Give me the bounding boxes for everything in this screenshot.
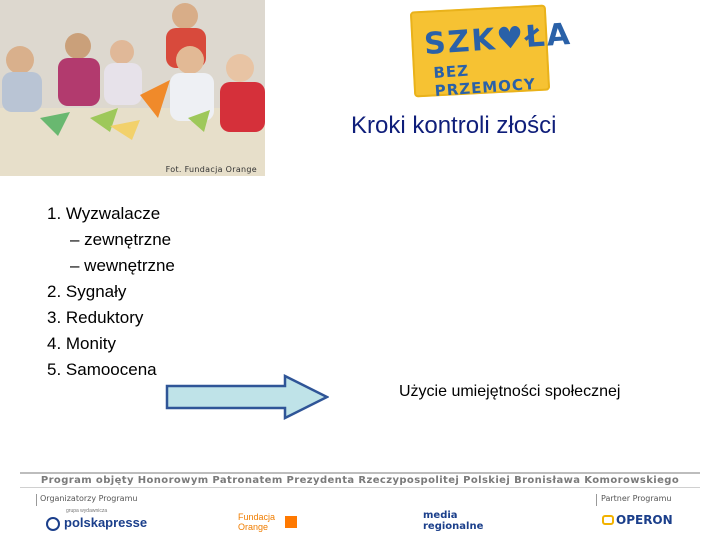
operon-logo — [602, 513, 673, 527]
media-regionalne-logo — [423, 510, 483, 532]
logo-line1: SZK♥ŁA — [422, 16, 574, 63]
polskapresse-name: polskapresse — [64, 515, 148, 530]
organizers-label: Organizatorzy Programu — [40, 494, 138, 503]
footer-divider-top — [20, 472, 700, 474]
list-subitem: – wewnętrzne — [70, 256, 175, 275]
children-photo-illustration — [0, 0, 265, 176]
polskapresse-small-text: grupa wydawnicza — [66, 508, 108, 514]
slide-title: Kroki kontroli złości — [351, 112, 557, 139]
orange-line2: Orange — [238, 522, 269, 532]
photo-caption: Fot. Fundacja Orange — [165, 165, 257, 174]
organizers-separator — [36, 494, 37, 506]
list-subitem: – zewnętrzne — [70, 230, 172, 249]
footer-divider-bottom — [20, 487, 700, 488]
logo-line2: BEZ PRZEMOCY — [432, 61, 537, 100]
fundacja-orange-logo — [238, 512, 275, 532]
list-item: 1. Wyzwalacze — [47, 204, 161, 223]
partner-label: Partner Programu — [601, 494, 672, 503]
list-item: 3. Reduktory — [47, 308, 144, 327]
polskapresse-ring-icon — [46, 517, 60, 531]
skill-result-text: Użycie umiejętności społecznej — [399, 383, 621, 400]
media-line1: media — [423, 510, 458, 521]
media-line2: regionalne — [423, 521, 484, 532]
orange-line1: Fundacja — [238, 512, 276, 522]
steps-list — [47, 201, 175, 383]
patronage-text: Program objęty Honorowym Patronatem Prezydenta Rzeczypospolitej Polskiej Bronisława Komorowskiego — [40, 475, 680, 486]
partner-separator — [596, 494, 597, 506]
szkola-bez-przemocy-logo — [412, 8, 574, 100]
list-item: 2. Sygnały — [47, 282, 127, 301]
polskapresse-logo — [46, 508, 147, 532]
list-item: 5. Samoocena — [47, 360, 157, 379]
orange-square-icon — [285, 516, 297, 528]
operon-mark-icon — [602, 515, 614, 525]
children-photo — [0, 0, 265, 176]
operon-name: OPERON — [616, 513, 673, 527]
list-item: 4. Monity — [47, 334, 116, 353]
right-arrow-icon — [165, 374, 329, 420]
